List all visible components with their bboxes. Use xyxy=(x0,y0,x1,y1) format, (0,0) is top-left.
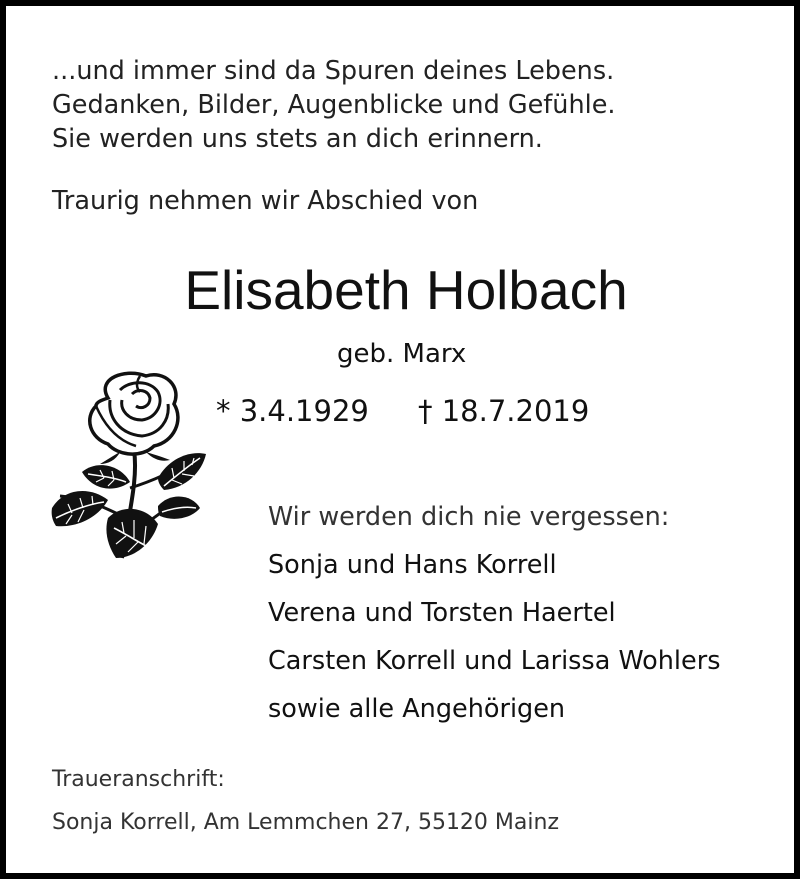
deceased-name: Elisabeth Holbach xyxy=(184,259,628,321)
mourner-name: Sonja und Hans Korrell xyxy=(268,550,557,580)
intro-line: ...und immer sind da Spuren deines Lebens. xyxy=(52,56,615,86)
intro-line: Gedanken, Bilder, Augenblicke und Gefühle. xyxy=(52,90,616,120)
intro-poem xyxy=(52,54,616,156)
maiden-name: geb. Marx xyxy=(337,339,467,369)
death-date: † 18.7.2019 xyxy=(418,394,590,428)
mourner-name: Carsten Korrell und Larissa Wohlers xyxy=(268,646,721,676)
address-label: Traueranschrift: xyxy=(52,767,225,792)
mourners-block xyxy=(268,497,720,737)
mourning-address: Sonja Korrell, Am Lemmchen 27, 55120 Mainz xyxy=(52,810,559,835)
mourner-name: sowie alle Angehörigen xyxy=(268,694,566,724)
mourner-name: Verena und Torsten Haertel xyxy=(268,598,616,628)
rose-icon xyxy=(46,368,212,568)
mourners-heading: Wir werden dich nie vergessen: xyxy=(268,502,670,532)
birth-date: * 3.4.1929 xyxy=(216,394,369,428)
intro-line: Sie werden uns stets an dich erinnern. xyxy=(52,124,543,154)
lead-text: Traurig nehmen wir Abschied von xyxy=(52,186,479,216)
